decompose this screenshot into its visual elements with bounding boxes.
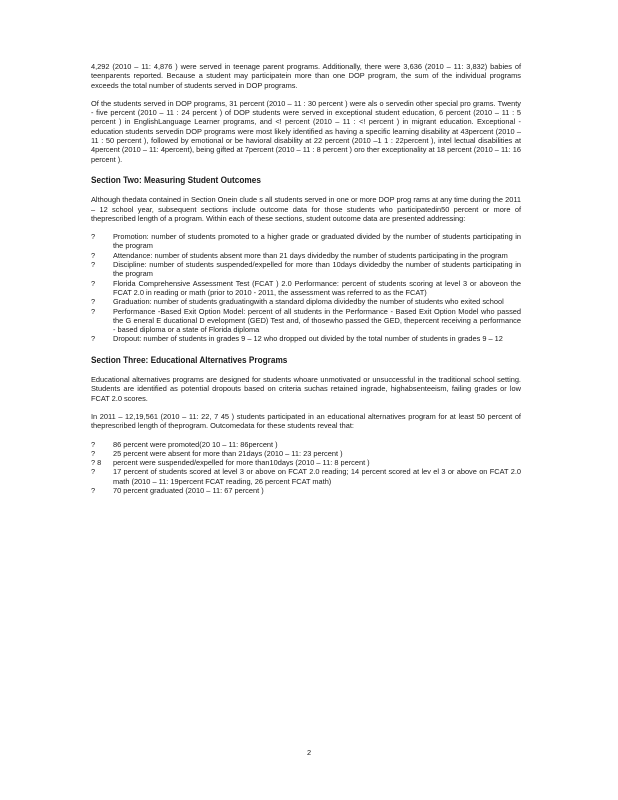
bullet-mark: ? [91, 297, 96, 307]
bullet-mark: ? [91, 232, 96, 242]
paragraph-teen-parent: 4,292 (2010 – 11: 4,876 ) were served in teenage parent programs. Additionally, there were 3,636 (2010 – 11: 3,832) babies of teenparents reported. Because a student may participatein more than one DOP program, the sum of the individual programs exceeds the total number of students served in DOP programs. [91, 62, 521, 90]
list-item-text: Attendance: number of students absent more than 21 days dividedby the number of students participating in the program [113, 250, 508, 260]
list-item [91, 251, 521, 260]
section-three-paragraph-2: In 2011 – 12,19,561 (2010 – 11: 22, 7 45 ) students participated in an educational alternatives program for at least 50 percent of theprescribed length of theprogram. Outcomedata for these students reveal that: [91, 411, 521, 431]
bullet-mark: ? [91, 260, 96, 270]
section-two-heading: Section Two: Measuring Student Outcomes [91, 174, 261, 186]
bullet-mark: ? [91, 448, 96, 458]
list-item [91, 260, 521, 279]
list-item [91, 232, 521, 251]
page-content [91, 62, 521, 504]
list-item [91, 458, 521, 467]
list-item-text: percent were suspended/expelled for more than10days (2010 – 11: 8 percent ) [113, 458, 370, 468]
alternatives-outcomes-list [91, 440, 521, 496]
page-number: 2 [306, 748, 312, 757]
list-item [91, 334, 521, 343]
list-item [91, 307, 521, 335]
bullet-mark: ? [91, 306, 96, 316]
list-item [91, 467, 521, 486]
section-two-intro: Although thedata contained in Section Onein clude s all students served in one or more DOP prog rams at any time during the 2011 – 12 school year, subsequent sections include outcome data for those students who participatedin50 percent or more of theprescribed length of a program. Within each of these sections, student outcome data are presented addressing: [91, 195, 521, 223]
list-item-text: 86 percent were promoted(20 10 – 11: 86percent ) [113, 439, 278, 449]
list-item-text: Performance -Based Exit Option Model: percent of all students in the Performance - Based Exit Option Model who passed the G eneral E ducational D evelopment (GED) Test and, of thosewho passed the GED, thepercent receiving a performance - based diploma or a state of Florida diploma [113, 306, 521, 335]
list-item-text: Discipline: number of students suspended/expelled for more than 10days dividedby the number of students participating in the program [113, 260, 521, 279]
bullet-mark: ? 8 [91, 458, 102, 468]
bullet-mark: ? [91, 467, 96, 477]
list-item [91, 440, 521, 449]
section-three-paragraph-1: Educational alternatives programs are designed for students whoare unmotivated or unsuccessful in the traditional school setting. Students are identified as potential dropouts based on criteria suchas retained ingrade, highabsenteeism, failing grades or low FCAT 2.0 scores. [91, 375, 521, 403]
list-item-text: 17 percent of students scored at level 3 or above on FCAT 2.0 reading; 14 percent scored at lev el 3 or above on FCAT 2.0 math (2010 – 11: 19percent FCAT reading, 26 percent FCAT math) [113, 467, 521, 486]
bullet-mark: ? [91, 485, 96, 495]
paragraph-dop-special-programs: Of the students served in DOP programs, 31 percent (2010 – 11 : 30 percent ) were als o servedin other special pro grams. Twenty - five percent (2010 – 11 : 24 percent ) of DOP students were served in exceptional student education, 6 percent (2010 – 11 : 5 percent ) in EnglishLanguage Learner programs, and <! percent (2010 – 11 : <! percent ) in migrant education. Exceptional - education students servedin DOP programs were most likely identified as having a specific learning disability at 43percent (2010 – 11 : 50 percent ), followed by emotional or be havioral disability at 22 percent (2010 –1 1 : 22percent ), intel lectual disabilities at 4percent (2010 – 11: 4percent), being gifted at 7percent (2010 – 11 : 8 percent ) oro ther exceptionality at 18 percent (2010 – 11: 16 percent ). [91, 98, 521, 164]
bullet-mark: ? [91, 439, 96, 449]
list-item-text: Promotion: number of students promoted to a higher grade or graduated divided by the number of students participating in the program [113, 232, 521, 251]
list-item [91, 279, 521, 298]
list-item [91, 297, 521, 306]
list-item-text: 70 percent graduated (2010 – 11: 67 percent ) [113, 485, 264, 495]
section-three-heading: Section Three: Educational Alternatives Programs [91, 354, 288, 366]
list-item-text: Dropout: number of students in grades 9 – 12 who dropped out divided by the total number of students in grades 9 – 12 [113, 334, 503, 344]
bullet-mark: ? [91, 250, 96, 260]
list-item [91, 449, 521, 458]
bullet-mark: ? [91, 278, 96, 288]
list-item-text: Graduation: number of students graduatingwith a standard diploma dividedby the number of students who exited school [113, 297, 504, 307]
bullet-mark: ? [91, 334, 96, 344]
outcome-measures-list [91, 232, 521, 344]
list-item-text: Florida Comprehensive Assessment Test (FCAT ) 2.0 Performance: percent of students scoring at level 3 or aboveon the FCAT 2.0 in reading or math (prior to 2010 - 2011, the assessment was referred to as the FCAT) [113, 278, 521, 297]
list-item [91, 486, 521, 495]
list-item-text: 25 percent were absent for more than 21days (2010 – 11: 23 percent ) [113, 448, 343, 458]
